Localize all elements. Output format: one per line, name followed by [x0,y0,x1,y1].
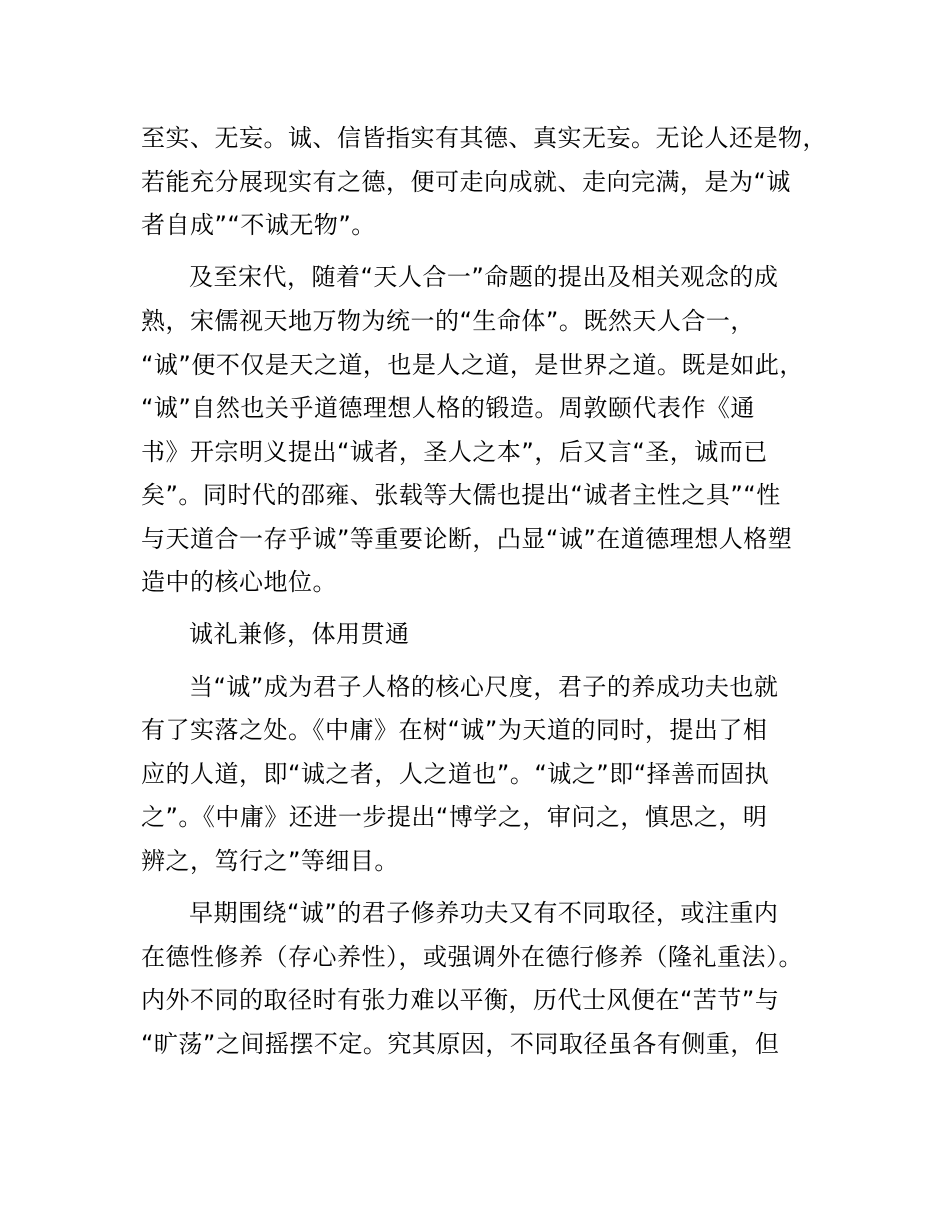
text-line: “旷荡”之间摇摆不定。究其原因，不同取径虽各有侧重，但 [141,1030,780,1058]
text-line: 矣”。同时代的邵雍、张载等大儒也提出“诚者主性之具”“性 [141,481,781,509]
text-line: 早期围绕“诚”的君子修养功夫又有不同取径，或注重内 [189,899,779,927]
text-line: 熟，宋儒视天地万物为统一的“生命体”。既然天人合一， [141,307,755,335]
text-line: 内外不同的取径时有张力难以平衡，历代士风便在“苦节”与 [141,986,780,1014]
text-line: 有了实落之处。《中庸》在树“诚”为天道的同时，提出了相 [141,716,768,744]
text-line: “诚”自然也关乎道德理想人格的锻造。周敦颐代表作《通 [141,394,755,422]
text-line: 及至宋代，随着“天人合一”命题的提出及相关观念的成 [189,263,779,291]
text-line: “诚”便不仅是天之道，也是人之道，是世界之道。既是如此， [141,351,804,379]
text-line: 若能充分展现实有之德，便可走向成就、走向完满，是为“诚 [141,168,791,196]
text-line: 应的人道，即“诚之者，人之道也”。“诚之”即“择善而固执 [141,760,770,788]
text-line: 辨之，笃行之”等细目。 [141,847,399,875]
section-heading: 诚礼兼修，体用贯通 [189,620,410,648]
text-line: 之”。《中庸》还进一步提出“博学之，审问之，慎思之，明 [141,803,768,831]
text-line: 在德性修养（存心养性），或强调外在德行修养（隆礼重法）。 [141,943,803,971]
text-line: 者自成”“不诚无物”。 [141,211,376,239]
text-line: 与天道合一存乎诚”等重要论断，凸显“诚”在道德理想人格塑 [141,525,793,553]
text-line: 书》开宗明义提出“诚者，圣人之本”，后又言“圣，诚而已 [141,438,768,466]
text-line: 当“诚”成为君子人格的核心尺度，君子的养成功夫也就 [189,673,779,701]
text-line: 造中的核心地位。 [141,568,337,596]
text-line: 至实、无妄。诚、信皆指实有其德、真实无妄。无论人还是物， [141,124,827,152]
